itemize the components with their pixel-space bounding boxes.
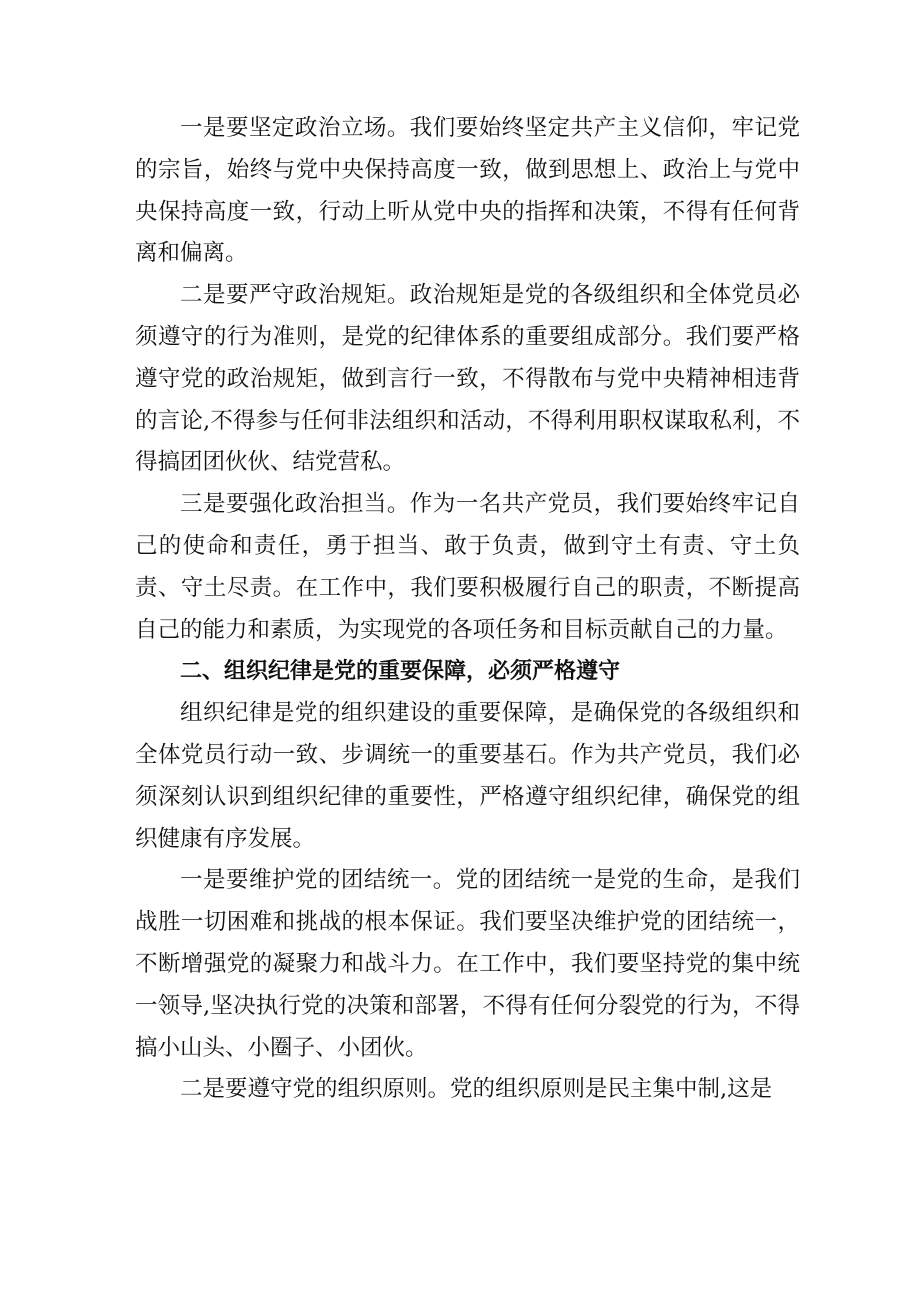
paragraph-party-unity: 一是要维护党的团结统一。党的团结统一是党的生命，是我们战胜一切困难和挑战的根本保证。我们要坚决维护党的团结统一，不断增强党的凝聚力和战斗力。在工作中，我们要坚持党的集中统一领导,坚决执行党的决策和部署，不得有任何分裂党的行为，不得搞小山头、小圈子、小团伙。: [135, 867, 800, 1061]
section-heading-organizational-discipline: 二、组织纪律是党的重要保障，必须严格遵守: [180, 659, 621, 685]
paragraph-political-stance: 一是要坚定政治立场。我们要始终坚定共产主义信仰，牢记党的宗旨，始终与党中央保持高度一致，做到思想上、政治上与党中央保持高度一致，行动上听从党中央的指挥和决策，不得有任何背离和偏离。: [135, 115, 800, 267]
document-body: [135, 108, 800, 1111]
paragraph-organizational-principle: 二是要遵守党的组织原则。党的组织原则是民主集中制,这是: [180, 1076, 773, 1103]
paragraph-political-rules: 二是要严守政治规矩。政治规矩是党的各级组织和全体党员必须遵守的行为准则，是党的纪律体系的重要组成部分。我们要严格遵守党的政治规矩，做到言行一致，不得散布与党中央精神相违背的言论,不得参与任何非法组织和活动，不得利用职权谋取私利，不得搞团团伙伙、结党营私。: [135, 282, 800, 476]
paragraph-organizational-discipline-intro: 组织纪律是党的组织建设的重要保障，是确保党的各级组织和全体党员行动一致、步调统一的重要基石。作为共产党员，我们必须深刻认识到组织纪律的重要性，严格遵守组织纪律，确保党的组织健康有序发展。: [135, 700, 800, 852]
paragraph-political-responsibility: 三是要强化政治担当。作为一名共产党员，我们要始终牢记自己的使命和责任，勇于担当、敢于负责，做到守土有责、守土负责、守土尽责。在工作中，我们要积极履行自己的职责，不断提高自己的能力和素质，为实现党的各项任务和目标贡献自己的力量。: [135, 491, 800, 643]
